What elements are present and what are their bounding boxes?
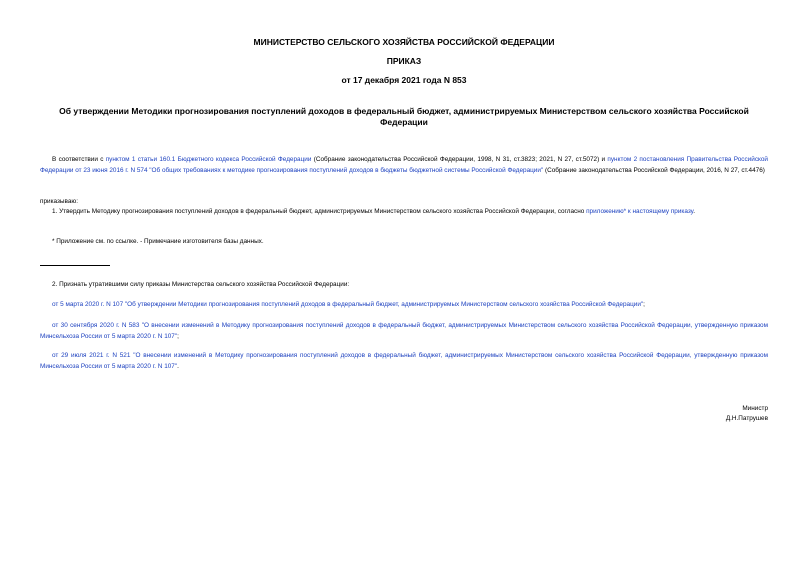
item-1-text: 1. Утвердить Методику прогнозирования поступлений доходов в федеральный бюджет, администрируемых Министерством сельского хозяйства Российской Федерации, согласно xyxy=(52,208,587,215)
signature-position: Министр xyxy=(742,405,768,412)
repealed-order-3-end: . xyxy=(177,362,179,370)
preamble-text-2: (Собрание законодательства Российской Федерации, 1998, N 31, ст.3823; 2021, N 27, ст.5072) и xyxy=(311,156,608,163)
doc-type-heading: ПРИКАЗ xyxy=(386,56,422,66)
preamble-paragraph xyxy=(40,155,768,176)
item-1-end: . xyxy=(693,208,696,215)
order-107-link[interactable]: от 5 марта 2020 г. N 107 "Об утверждении Методики прогнозирования поступлений доходов в федеральный бюджет, администрируемых Министерством сельского хозяйства Российской Федерации" xyxy=(52,301,644,308)
order-word: приказываю: xyxy=(40,198,78,205)
signature-name: Д.Н.Патрушев xyxy=(725,415,768,422)
item-1-paragraph xyxy=(40,207,768,218)
preamble-text-3: (Собрание законодательства Российской Федерации, 2016, N 27, ст.4476) xyxy=(543,166,765,174)
footnote-divider xyxy=(40,265,110,266)
date-number-heading: от 17 декабря 2021 года N 853 xyxy=(341,75,467,85)
document-title: Об утверждении Методики прогнозирования поступлений доходов в федеральный бюджет, администрируемых Министерством сельского хозяйства Российской Федерации xyxy=(59,106,749,127)
item-2-paragraph: 2. Признать утратившими силу приказы Министерства сельского хозяйства Российской Федерации: xyxy=(52,281,350,288)
appendix-link[interactable]: приложению* к настоящему приказу xyxy=(586,208,694,215)
order-583-link[interactable]: от 30 сентября 2020 г. N 583 "О внесении изменений в Методику прогнозирования поступлений доходов в федеральный бюджет, администрируемых Министерством сельского хозяйства Российской Федерации, утвержденную приказом Минсельхоза России от 5 марта 2020 г. N 107" xyxy=(40,322,768,340)
preamble-text-1: В соответствии с xyxy=(52,156,106,163)
ministry-heading: МИНИСТЕРСТВО СЕЛЬСКОГО ХОЗЯЙСТВА РОССИЙСКОЙ ФЕДЕРАЦИИ xyxy=(253,37,555,47)
government-decree-link[interactable]: пунктом 2 постановления Правительства Российской Федерации от 23 июня 2016 г. N 574 "Об общих требованиях к методике прогнозирования поступлений доходов в бюджеты бюджетной системы Российской Федерации" xyxy=(40,156,769,174)
repealed-order-3 xyxy=(40,351,768,372)
footnote: * Приложение см. по ссылке. - Примечание изготовителя базы данных. xyxy=(52,238,264,245)
repealed-order-2-end: ; xyxy=(177,332,179,340)
repealed-order-2 xyxy=(40,321,768,342)
order-521-link[interactable]: от 29 июля 2021 г. N 521 "О внесении изменений в Методику прогнозирования поступлений доходов в федеральный бюджет, администрируемых Министерством сельского хозяйства Российской Федерации, утвержденную приказом Минсельхоза России от 5 марта 2020 г. N 107" xyxy=(40,352,768,370)
repealed-order-1 xyxy=(40,300,768,311)
repealed-order-1-end: ; xyxy=(643,301,645,308)
budget-code-link[interactable]: пунктом 1 статьи 160.1 Бюджетного кодекса Российской Федерации xyxy=(105,156,312,163)
